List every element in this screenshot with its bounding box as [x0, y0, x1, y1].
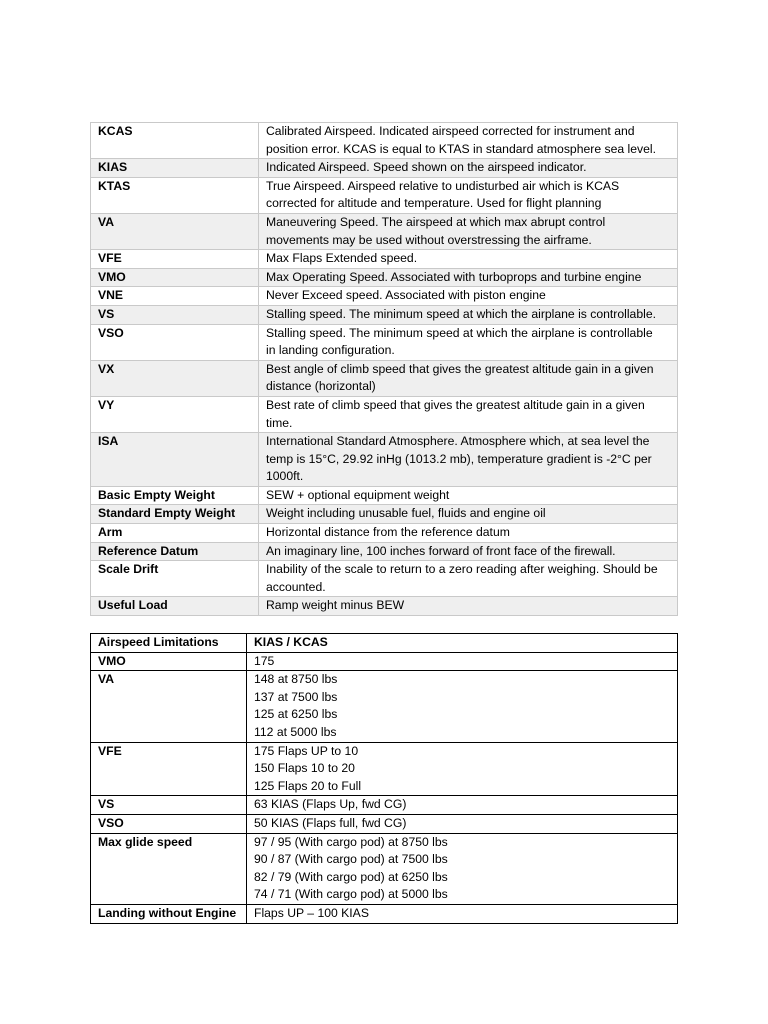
definition-line: 1000ft. — [266, 469, 304, 484]
definition-line: in landing configuration. — [266, 343, 395, 358]
definition-description — [259, 268, 678, 287]
definition-line: position error. KCAS is equal to KTAS in standard atmosphere sea level. — [266, 141, 656, 156]
definition-description — [259, 542, 678, 561]
limitation-line: Flaps UP – 100 KIAS — [254, 905, 369, 920]
limitation-value — [247, 814, 678, 833]
definition-row — [91, 213, 678, 249]
definition-term: Scale Drift — [91, 561, 259, 597]
definition-description — [259, 123, 678, 159]
definitions-body — [91, 123, 678, 616]
definition-line: time. — [266, 415, 293, 430]
limitation-value — [247, 796, 678, 815]
limitation-term: Max glide speed — [91, 833, 247, 904]
definition-row — [91, 486, 678, 505]
limitation-line: 82 / 79 (With cargo pod) at 6250 lbs — [254, 869, 448, 884]
definition-term: VA — [91, 213, 259, 249]
definition-line: Ramp weight minus BEW — [266, 598, 405, 613]
definition-description — [259, 597, 678, 616]
limitation-value — [247, 652, 678, 671]
definition-term: VS — [91, 305, 259, 324]
definition-line: distance (horizontal) — [266, 379, 376, 394]
definition-description — [259, 305, 678, 324]
definition-line: Stalling speed. The minimum speed at which the airplane is controllable — [266, 325, 653, 340]
definition-description — [259, 396, 678, 432]
definition-row — [91, 123, 678, 159]
limitation-line: 97 / 95 (With cargo pod) at 8750 lbs — [254, 834, 448, 849]
definition-term: VNE — [91, 287, 259, 306]
definition-row — [91, 177, 678, 213]
limitation-row — [91, 796, 678, 815]
definition-line: SEW + optional equipment weight — [266, 487, 450, 502]
definition-description — [259, 360, 678, 396]
definition-term: KTAS — [91, 177, 259, 213]
limitation-value — [247, 904, 678, 923]
definition-term: ISA — [91, 433, 259, 487]
limitation-value — [247, 833, 678, 904]
definition-row — [91, 305, 678, 324]
limitation-line: 125 at 6250 lbs — [254, 707, 338, 722]
limitation-line: 50 KIAS (Flaps full, fwd CG) — [254, 815, 407, 830]
definition-description — [259, 177, 678, 213]
definition-term: Useful Load — [91, 597, 259, 616]
definition-line: Max Flaps Extended speed. — [266, 251, 418, 266]
limitation-line: 63 KIAS (Flaps Up, fwd CG) — [254, 797, 407, 812]
limitation-line: 112 at 5000 lbs — [254, 724, 337, 739]
definition-row — [91, 396, 678, 432]
definition-line: Indicated Airspeed. Speed shown on the airspeed indicator. — [266, 160, 587, 175]
limitations-header-value: KIAS / KCAS — [247, 634, 678, 653]
limitation-term: VA — [91, 671, 247, 742]
definition-term: Arm — [91, 524, 259, 543]
limitation-value — [247, 742, 678, 796]
definition-term: VFE — [91, 250, 259, 269]
limitation-line: 148 at 8750 lbs — [254, 672, 338, 687]
definition-line: movements may be used without overstressing the airframe. — [266, 232, 592, 247]
airspeed-limitations-table — [90, 633, 678, 924]
limitation-term: Landing without Engine — [91, 904, 247, 923]
definition-term: VSO — [91, 324, 259, 360]
definition-description — [259, 505, 678, 524]
definition-term: VY — [91, 396, 259, 432]
limitation-line: 137 at 7500 lbs — [254, 689, 338, 704]
definition-row — [91, 159, 678, 178]
definition-line: temp is 15°C, 29.92 inHg (1013.2 mb), temperature gradient is -2°C per — [266, 451, 652, 466]
limitations-header-term: Airspeed Limitations — [91, 634, 247, 653]
limitation-value — [247, 671, 678, 742]
limitations-header-row — [91, 634, 678, 653]
limitation-term: VSO — [91, 814, 247, 833]
limitation-row — [91, 671, 678, 742]
definition-row — [91, 505, 678, 524]
definition-description — [259, 524, 678, 543]
definition-row — [91, 360, 678, 396]
definition-term: Standard Empty Weight — [91, 505, 259, 524]
limitation-row — [91, 814, 678, 833]
limitation-row — [91, 742, 678, 796]
definition-line: Best rate of climb speed that gives the greatest altitude gain in a given — [266, 397, 645, 412]
definition-term: VMO — [91, 268, 259, 287]
limitation-row — [91, 833, 678, 904]
limitation-line: 90 / 87 (With cargo pod) at 7500 lbs — [254, 852, 448, 867]
definition-line: Inability of the scale to return to a zero reading after weighing. Should be — [266, 562, 658, 577]
definition-description — [259, 287, 678, 306]
definition-description — [259, 250, 678, 269]
definition-row — [91, 324, 678, 360]
definition-line: accounted. — [266, 579, 326, 594]
definition-term: Reference Datum — [91, 542, 259, 561]
limitation-line: 175 — [254, 653, 275, 668]
definition-term: VX — [91, 360, 259, 396]
limitation-line: 125 Flaps 20 to Full — [254, 778, 362, 793]
definition-line: Max Operating Speed. Associated with turboprops and turbine engine — [266, 269, 642, 284]
definition-description — [259, 486, 678, 505]
definition-term: KCAS — [91, 123, 259, 159]
limitation-line: 150 Flaps 10 to 20 — [254, 761, 355, 776]
definition-description — [259, 433, 678, 487]
definition-line: Never Exceed speed. Associated with piston engine — [266, 288, 546, 303]
definition-description — [259, 159, 678, 178]
limitation-row — [91, 904, 678, 923]
definition-line: True Airspeed. Airspeed relative to undisturbed air which is KCAS — [266, 178, 620, 193]
definition-row — [91, 268, 678, 287]
limitation-row — [91, 652, 678, 671]
definition-row — [91, 561, 678, 597]
definition-line: International Standard Atmosphere. Atmosphere which, at sea level the — [266, 434, 650, 449]
definition-row — [91, 250, 678, 269]
definition-line: Weight including unusable fuel, fluids and engine oil — [266, 506, 546, 521]
definition-line: An imaginary line, 100 inches forward of front face of the firewall. — [266, 543, 616, 558]
definition-term: Basic Empty Weight — [91, 486, 259, 505]
definition-term: KIAS — [91, 159, 259, 178]
definition-line: Best angle of climb speed that gives the greatest altitude gain in a given — [266, 361, 654, 376]
definition-line: Maneuvering Speed. The airspeed at which max abrupt control — [266, 214, 606, 229]
limitation-term: VMO — [91, 652, 247, 671]
definition-row — [91, 433, 678, 487]
limitation-line: 74 / 71 (With cargo pod) at 5000 lbs — [254, 887, 448, 902]
definition-row — [91, 597, 678, 616]
definition-description — [259, 213, 678, 249]
definition-description — [259, 561, 678, 597]
definition-line: Stalling speed. The minimum speed at which the airplane is controllable. — [266, 306, 656, 321]
definition-row — [91, 524, 678, 543]
limitation-term: VS — [91, 796, 247, 815]
limitations-body — [91, 634, 678, 924]
definition-line: corrected for altitude and temperature. Used for flight planning — [266, 196, 602, 211]
definition-line: Calibrated Airspeed. Indicated airspeed corrected for instrument and — [266, 124, 635, 138]
definition-row — [91, 542, 678, 561]
definition-row — [91, 287, 678, 306]
definition-line: Horizontal distance from the reference datum — [266, 525, 510, 540]
limitation-term: VFE — [91, 742, 247, 796]
definitions-table — [90, 122, 678, 616]
definition-description — [259, 324, 678, 360]
limitation-line: 175 Flaps UP to 10 — [254, 743, 359, 758]
